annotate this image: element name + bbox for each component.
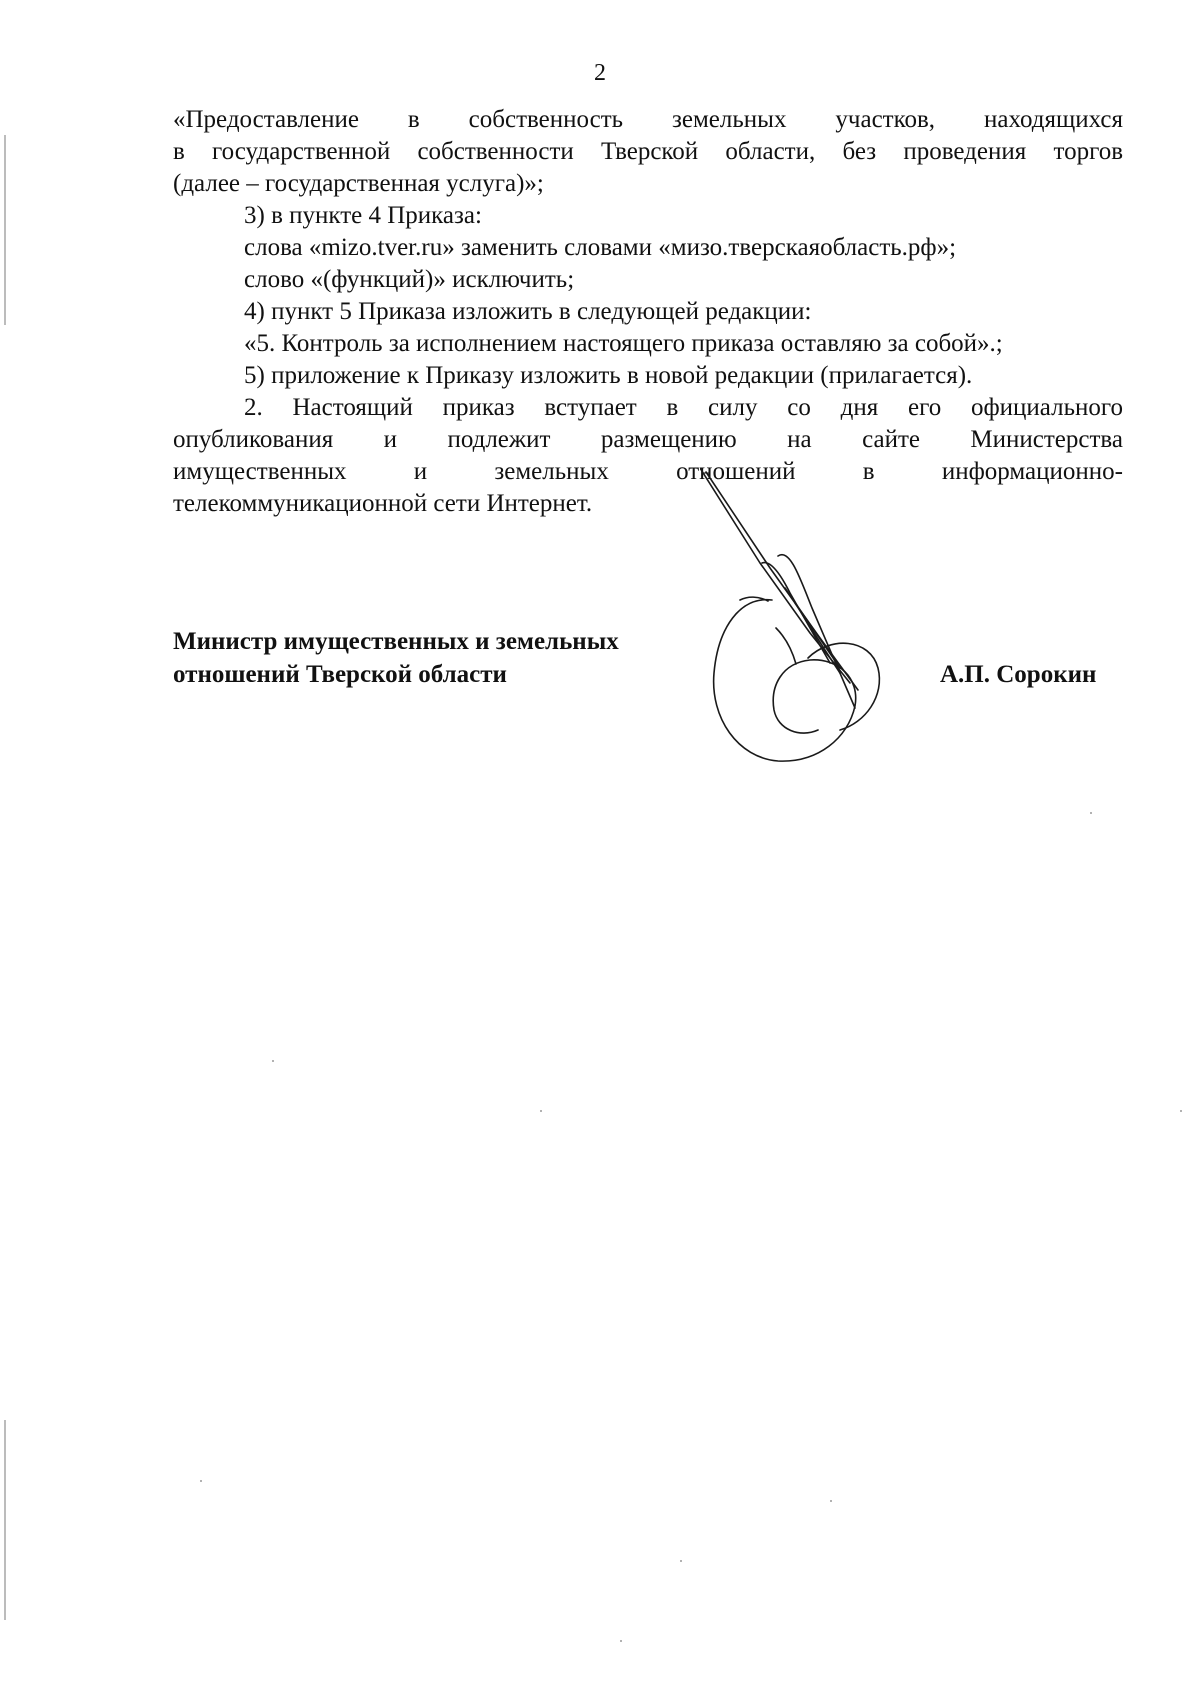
paragraph-line: (далее – государственная услуга)»;: [173, 170, 544, 197]
scan-speck: [540, 1110, 542, 1112]
paragraph-line: «Предоставление в собственность земельных участков, находящихся: [173, 106, 1123, 133]
list-item: 3) в пункте 4 Приказа:: [244, 202, 482, 229]
page-number: 2: [594, 60, 606, 86]
signer-title-line: отношений Тверской области: [173, 661, 507, 688]
scan-speck: [1180, 1110, 1182, 1112]
handwritten-signature: [700, 468, 930, 768]
list-item: 5) приложение к Приказу изложить в новой редакции (прилагается).: [244, 362, 973, 389]
scan-speck: [1090, 812, 1092, 814]
list-item: 4) пункт 5 Приказа изложить в следующей редакции:: [244, 298, 812, 325]
scan-speck: [680, 1560, 682, 1562]
signer-name: А.П. Сорокин: [940, 661, 1097, 688]
list-item: «5. Контроль за исполнением настоящего приказа оставляю за собой».;: [244, 330, 1003, 357]
paragraph-line: в государственной собственности Тверской области, без проведения торгов: [173, 138, 1123, 165]
scan-speck: [272, 1060, 274, 1062]
scan-margin-mark: [4, 1420, 6, 1620]
scan-speck: [830, 1500, 832, 1502]
list-item: слово «(функций)» исключить;: [244, 266, 575, 293]
scan-speck: [200, 1480, 202, 1482]
document-body: [173, 104, 1123, 520]
paragraph-line: опубликования и подлежит размещению на сайте Министерства: [173, 426, 1123, 453]
paragraph-line: 2. Настоящий приказ вступает в силу со дня его официального: [244, 394, 1123, 421]
paragraph-line: имущественных и земельных отношений в информационно-: [173, 458, 1123, 485]
paragraph-line: телекоммуникационной сети Интернет.: [173, 490, 593, 517]
scan-margin-mark: [4, 135, 6, 325]
scan-speck: [620, 1640, 622, 1642]
list-item: слова «mizo.tver.ru» заменить словами «мизо.тверскаяобласть.рф»;: [244, 234, 957, 261]
signer-title: [173, 625, 619, 691]
signer-title-line: Министр имущественных и земельных: [173, 628, 619, 655]
